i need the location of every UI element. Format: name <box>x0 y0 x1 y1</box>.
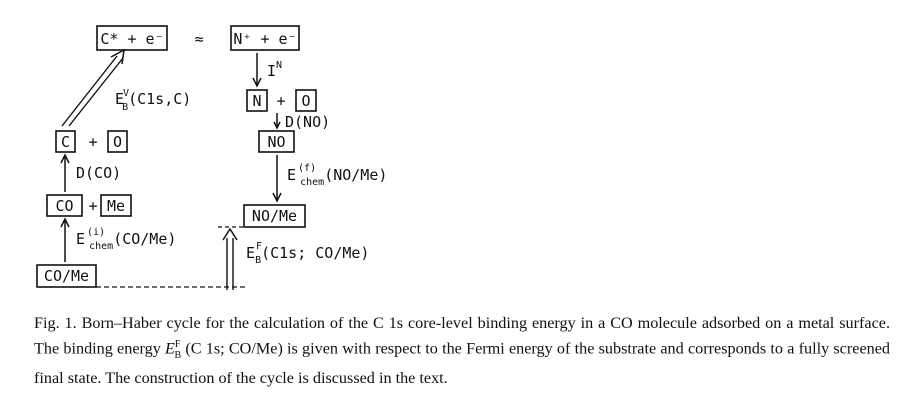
c-star-electron-label: C* + e⁻ <box>100 30 164 48</box>
double-arrow-to-c-star <box>62 50 124 126</box>
me-box-label: Me <box>106 197 126 215</box>
d-no-label: D(NO) <box>285 113 331 131</box>
o-box-right-label: O <box>301 92 311 110</box>
d-co-label: D(CO) <box>76 164 122 182</box>
ionization-c-label: EV B(C1s,C) <box>115 88 192 113</box>
double-arrow-binding-energy <box>223 229 237 290</box>
figure-caption <box>34 312 890 389</box>
echem-no-label: E $^{(f)}$ chem(NO/Me) <box>287 163 388 188</box>
o-box-left-label: O <box>112 133 123 151</box>
caption-symbol: E <box>165 339 175 358</box>
caption-text-1: Fig. 1. Born–Haber cycle for the calculation of the C 1s core-level binding energy in a CO molecule adsorbed on a metal surface. The binding energy <box>34 314 890 358</box>
co-me-box-label: CO/Me <box>43 267 90 285</box>
n-box-label: N <box>252 92 262 110</box>
caption-symbol-sub: B <box>174 349 182 361</box>
n-plus-electron-label: N⁺ + e⁻ <box>233 30 297 48</box>
plus-co-me: + <box>88 197 98 215</box>
echem-co-label: E $^{(i)}$ chem(CO/Me) <box>76 227 177 252</box>
co-box-label: CO <box>55 197 74 215</box>
no-box-label: NO <box>267 133 286 151</box>
plus-n-o: + <box>276 92 286 110</box>
caption-symbol-sup: F <box>174 339 181 350</box>
eb-fermi-label: $E^F$ B(C1s; CO/Me) <box>246 241 370 266</box>
approx-symbol: ≈ <box>194 30 204 48</box>
ionization-n-label: $I^N$ <box>267 60 283 80</box>
plus-c-o: + <box>88 133 98 151</box>
c-box-label: C <box>60 133 71 151</box>
caption-text-2: (C 1s; CO/Me) is given with respect to the Fermi energy of the substrate and corresponds to a fully screened final state. The construction of the cycle is discussed in the text. <box>34 339 890 387</box>
no-me-box-label: NO/Me <box>251 207 298 225</box>
